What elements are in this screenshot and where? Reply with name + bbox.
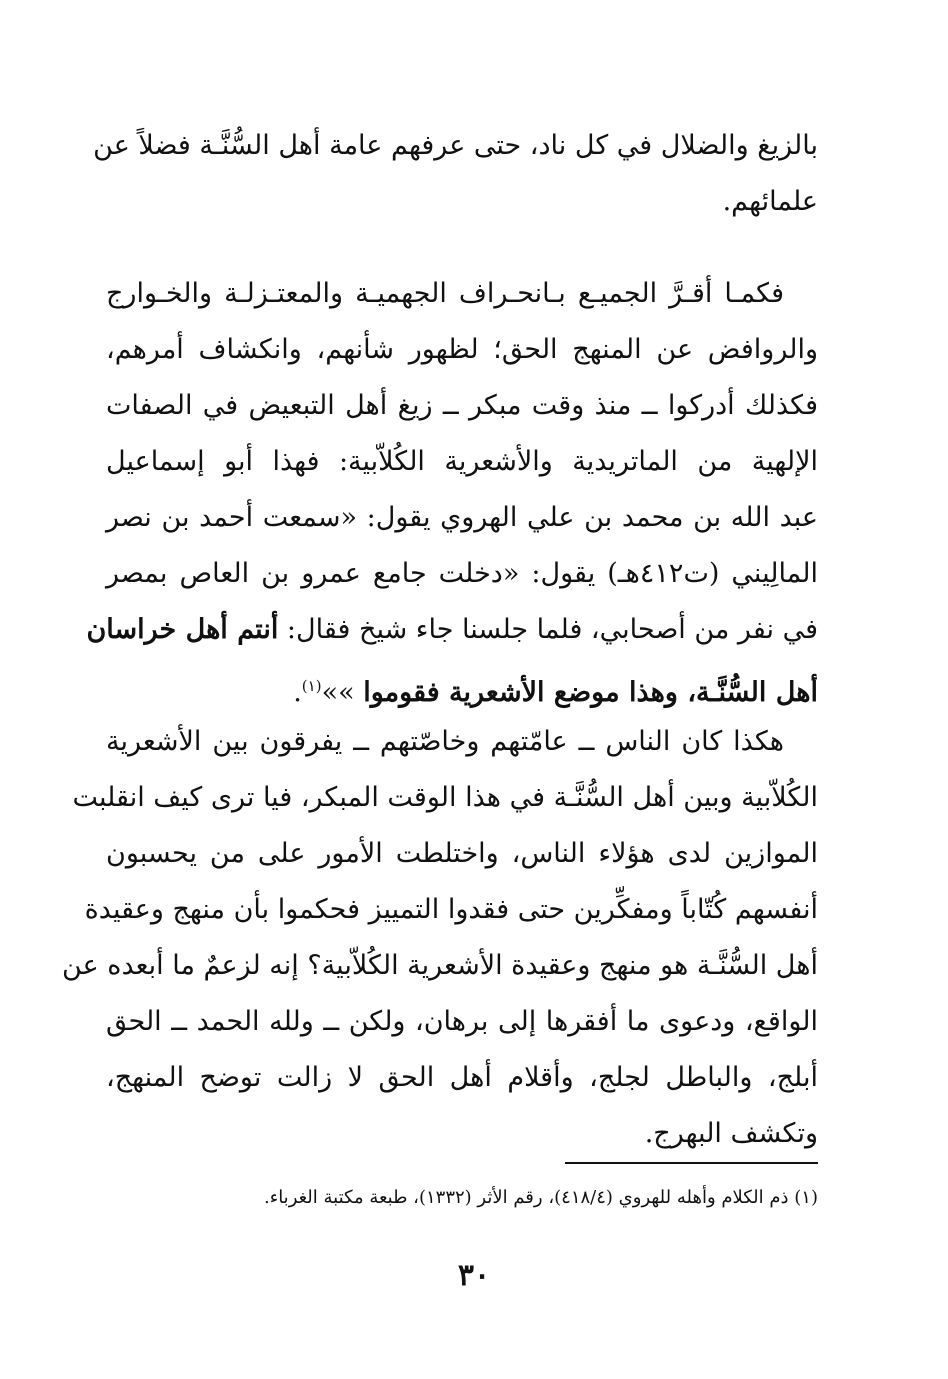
paragraph-2-line-1: فكمـا أقـرَّ الجميـع بـانحـراف الجهميـة والمعتـزلـة والخـوارج	[106, 278, 784, 309]
paragraph-2	[86, 266, 819, 721]
paragraph-3-line-7: أبلج، والباطل لجلج، وأقلام أهل الحق لا زالت توضح المنهج،	[106, 1062, 818, 1093]
paragraph-2-line-3: فكذلك أدركوا ــ منذ وقت مبكر ــ زيغ أهل التبعيض في الصفات	[106, 390, 818, 421]
paragraph-3-line-5: أهل السُّنَّـة هو منهج وعقيدة الأشعرية الكُلاّبية؟ إنه لزعمٌ ما أبعده عن	[62, 950, 818, 981]
paragraph-1-line-1: بالزيغ والضلال في كل ناد، حتى عرفهم عامة أهل السُّنَّـة فضلاً عن	[93, 130, 818, 161]
paragraph-2-line-6: المالِيني (ت٤١٢هـ) يقول: «دخلت جامع عمرو بن العاص بمصر	[106, 558, 819, 589]
quote-intro-text: في نفر من أصحابي، فلما جلسنا جاء شيخ فقال:	[278, 614, 818, 645]
paragraph-1-line-2: علمائهم.	[722, 186, 818, 217]
paragraph-3-line-3: الموازين لدى هؤلاء الناس، واختلطت الأمور على من يحسبون	[106, 838, 818, 869]
paragraph-3-line-6: الواقع، ودعوى ما أفقرها إلى برهان، ولكن ــ ولله الحمد ــ الحق	[106, 1006, 818, 1037]
closing-quote-marks: »»	[321, 677, 355, 708]
footnote: (١) ذم الكلام وأهله للهروي (٤١٨/٤)، رقم الأثر (١٣٣٢)، طبعة مكتبة الغرباء.	[264, 1187, 818, 1208]
paragraph-3	[62, 714, 818, 1162]
footnote-divider	[565, 1162, 818, 1164]
paragraph-3-line-1: هكذا كان الناس ــ عامّتهم وخاصّتهم ــ يفرقون بين الأشعرية	[106, 726, 784, 757]
page-number: ٣٠	[457, 1258, 491, 1293]
quote-bold-text-2: أهل السُّنَّـة، وهذا موضع الأشعرية فقوموا	[363, 677, 818, 708]
paragraph-3-line-2: الكُلاّبية وبين أهل السُّنَّـة في هذا الوقت المبكر، فيا ترى كيف انقلبت	[72, 782, 818, 813]
sentence-end-period: .	[293, 677, 302, 708]
paragraph-2-line-5: عبد الله بن محمد بن علي الهروي يقول: «سمعت أحمد بن نصر	[106, 502, 818, 533]
paragraph-2-line-4: الإلهية من الماتريدية والأشعرية الكُلاّبية: فهذا أبو إسماعيل	[106, 446, 818, 477]
paragraph-1	[93, 118, 818, 230]
paragraph-2-line-7	[86, 602, 818, 658]
paragraph-3-line-4: أنفسهم كُتّاباً ومفكِّرين حتى فقدوا التمييز فحكموا بأن منهج وعقيدة	[84, 894, 818, 925]
paragraph-3-line-8: وتكشف البهرج.	[644, 1118, 818, 1149]
paragraph-2-line-2: والروافض عن المنهج الحق؛ لظهور شأنهم، وانكشاف أمرهم،	[106, 334, 818, 365]
quote-bold-text-1: أنتم أهل خراسان	[86, 614, 279, 645]
paragraph-2-line-8	[106, 658, 818, 721]
footnote-reference[interactable]: (١)	[301, 677, 322, 695]
